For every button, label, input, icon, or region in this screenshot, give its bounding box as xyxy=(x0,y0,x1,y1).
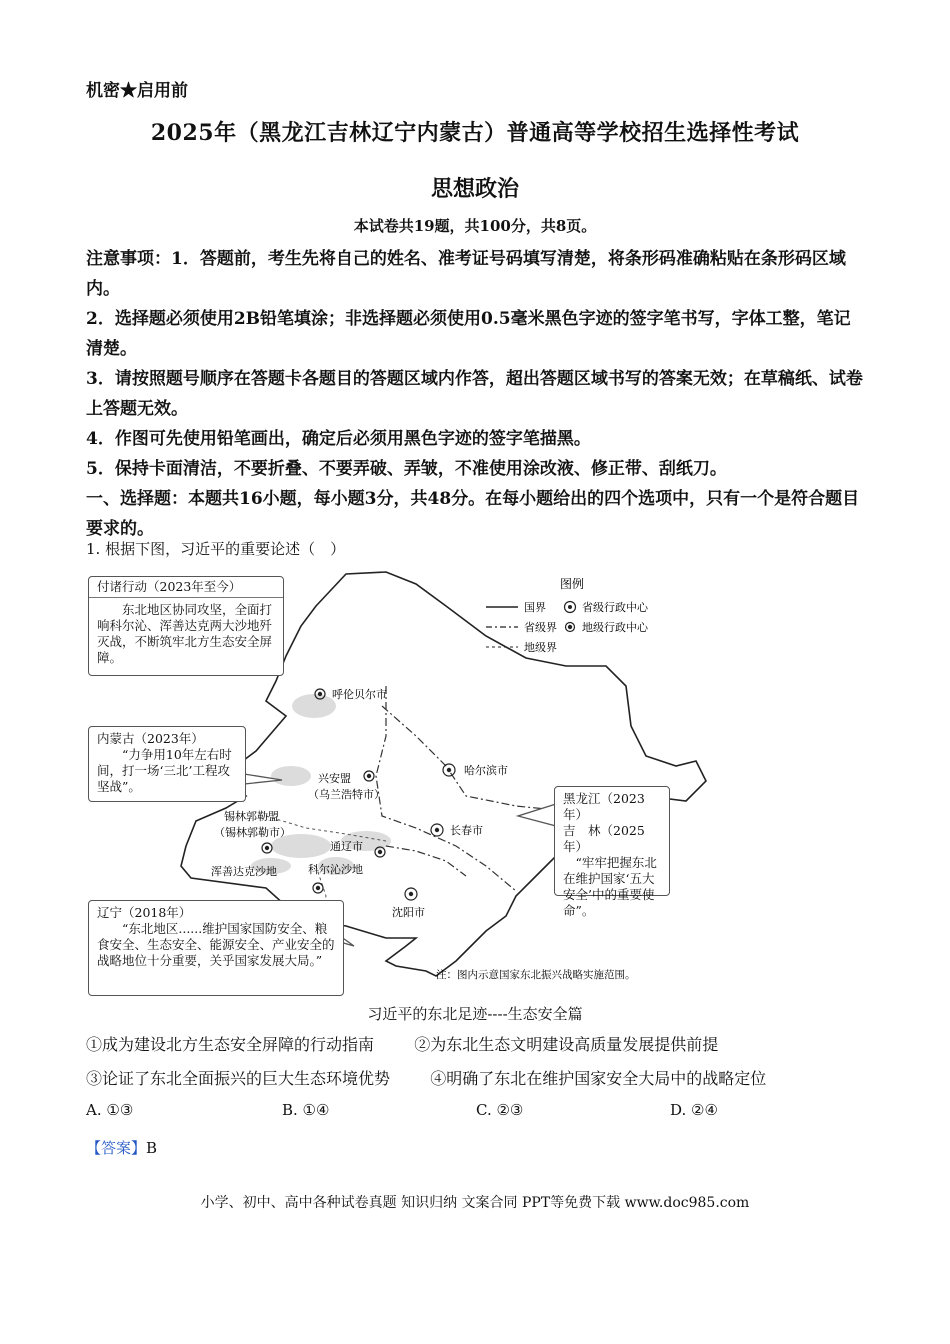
place-shenyang: 沈阳市 xyxy=(392,906,425,919)
answer-value: B xyxy=(146,1139,158,1157)
statement-3: ③论证了东北全面振兴的巨大生态环境优势 xyxy=(86,1069,391,1088)
callout-heilongjiang-head: 黑龙江（2023年） xyxy=(563,791,645,822)
choice-b[interactable]: B. ①④ xyxy=(282,1101,330,1119)
exam-title: 2025年（黑龙江吉林辽宁内蒙古）普通高等学校招生选择性考试 xyxy=(150,120,800,146)
note-5: 5．保持卡面清洁，不要折叠、不要弄破、弄皱，不准使用涂改液、修正带、刮纸刀。 xyxy=(86,459,727,479)
callout-heilongjiang xyxy=(554,786,670,918)
choice-c[interactable]: C. ②③ xyxy=(476,1101,524,1119)
place-xilingol: 锡林郭勒盟 xyxy=(224,810,279,823)
legend-title: 图例 xyxy=(560,577,585,591)
statement-1: ①成为建设北方生态安全屏障的行动指南 xyxy=(86,1035,375,1054)
provincial-border xyxy=(376,686,516,891)
callout-innermongolia xyxy=(88,726,246,802)
place-hulunbuir: 呼伦贝尔市 xyxy=(332,688,387,701)
callout-heilongjiang-body: “牢牢把握东北在维护国家‘五大安全’中的重要使命”。 xyxy=(563,855,657,918)
subject-title: 思想政治 xyxy=(430,176,519,202)
choice-d[interactable]: D. ②④ xyxy=(670,1101,718,1119)
exam-notes xyxy=(86,244,866,544)
callout-jilin-head: 吉 林（2025年） xyxy=(563,823,645,854)
choice-a[interactable]: A. ①③ xyxy=(86,1101,134,1119)
place-changchun: 长春市 xyxy=(450,824,483,837)
northeast-map xyxy=(86,566,786,996)
legend-national: 国界 xyxy=(524,601,546,614)
callout-liaoning-head: 辽宁（2018年） xyxy=(97,905,192,920)
statement-row-1 xyxy=(86,1032,718,1055)
city-markers xyxy=(211,688,508,919)
provincial-border-3 xyxy=(386,846,466,876)
question-1-stem: 1. 根据下图，习近平的重要论述（ ） xyxy=(86,540,346,558)
callout-action xyxy=(88,576,284,676)
place-xinganmeng: 兴安盟 xyxy=(318,772,351,785)
map-caption: 习近平的东北足迹----生态安全篇 xyxy=(367,1005,583,1023)
statement-row-2 xyxy=(86,1066,766,1089)
callout-liaoning xyxy=(88,900,344,996)
statement-4: ④明确了东北在维护国家安全大局中的战略定位 xyxy=(430,1069,767,1088)
place-harbin: 哈尔滨市 xyxy=(464,764,508,777)
note-1: 注意事项：1．答题前，考生先将自己的姓名、准考证号码填写清楚，将条形码准确粘贴在条形码区域内。 xyxy=(86,249,846,299)
legend-prov-center: 省级行政中心 xyxy=(582,601,648,614)
map-legend xyxy=(486,576,649,654)
exam-info: 本试卷共19题，共100分，共8页。 xyxy=(353,217,597,235)
note-2: 2．选择题必须使用2B铅笔填涂；非选择题必须使用0.5毫米黑色字迹的签字笔书写，字体工整，笔记清楚。 xyxy=(86,309,851,359)
place-tongliao: 通辽市 xyxy=(330,840,363,853)
confidential-label: 机密★启用前 xyxy=(86,81,188,101)
section-heading: 一、选择题：本题共16小题，每小题3分，共48分。在每小题给出的四个选项中，只有一个是符合题目要求的。 xyxy=(86,489,860,539)
callout-action-head: 付诸行动（2023年至今） xyxy=(89,577,283,598)
place-xilinhot: （锡林郭勒市） xyxy=(214,826,291,839)
place-ulanhot: （乌兰浩特市） xyxy=(308,788,385,801)
place-horqin: 科尔沁沙地 xyxy=(308,863,363,876)
callout-innermongolia-body: “力争用10年左右时间，打一场‘三北’工程攻坚战”。 xyxy=(97,747,232,794)
note-3: 3．请按照题号顺序在答题卡各题目的答题区域内作答，超出答题区域书写的答案无效；在草稿纸、试卷上答题无效。 xyxy=(86,369,863,419)
map-note: 注：图内示意国家东北振兴战略实施范围。 xyxy=(436,969,636,981)
statement-2: ②为东北生态文明建设高质量发展提供前提 xyxy=(414,1035,719,1054)
answer-line xyxy=(86,1137,157,1158)
answer-tag: 【答案】 xyxy=(86,1139,147,1157)
callout-action-body: 东北地区协同攻坚，全面打响科尔沁、浑善达克两大沙地歼灭战，不断筑牢北方生态安全屏障。 xyxy=(97,602,273,665)
legend-provincial: 省级界 xyxy=(524,621,557,634)
legend-prefectural: 地级界 xyxy=(524,641,557,654)
callout-innermongolia-head: 内蒙古（2023年） xyxy=(97,731,204,746)
footer-text[interactable]: 小学、初中、高中各种试卷真题 知识归纳 文案合同 PPT等免费下载 www.doc985.com xyxy=(200,1195,750,1211)
note-4: 4．作图可先使用铅笔画出，确定后必须用黑色字迹的签字笔描黑。 xyxy=(86,429,591,449)
legend-pref-center: 地级行政中心 xyxy=(582,621,648,634)
callout-liaoning-body: “东北地区......维护国家国防安全、粮食安全、生态安全、能源安全、产业安全的战略地位十分重要，关乎国家发展大局。” xyxy=(97,921,335,968)
place-hunshandake: 浑善达克沙地 xyxy=(211,865,277,878)
